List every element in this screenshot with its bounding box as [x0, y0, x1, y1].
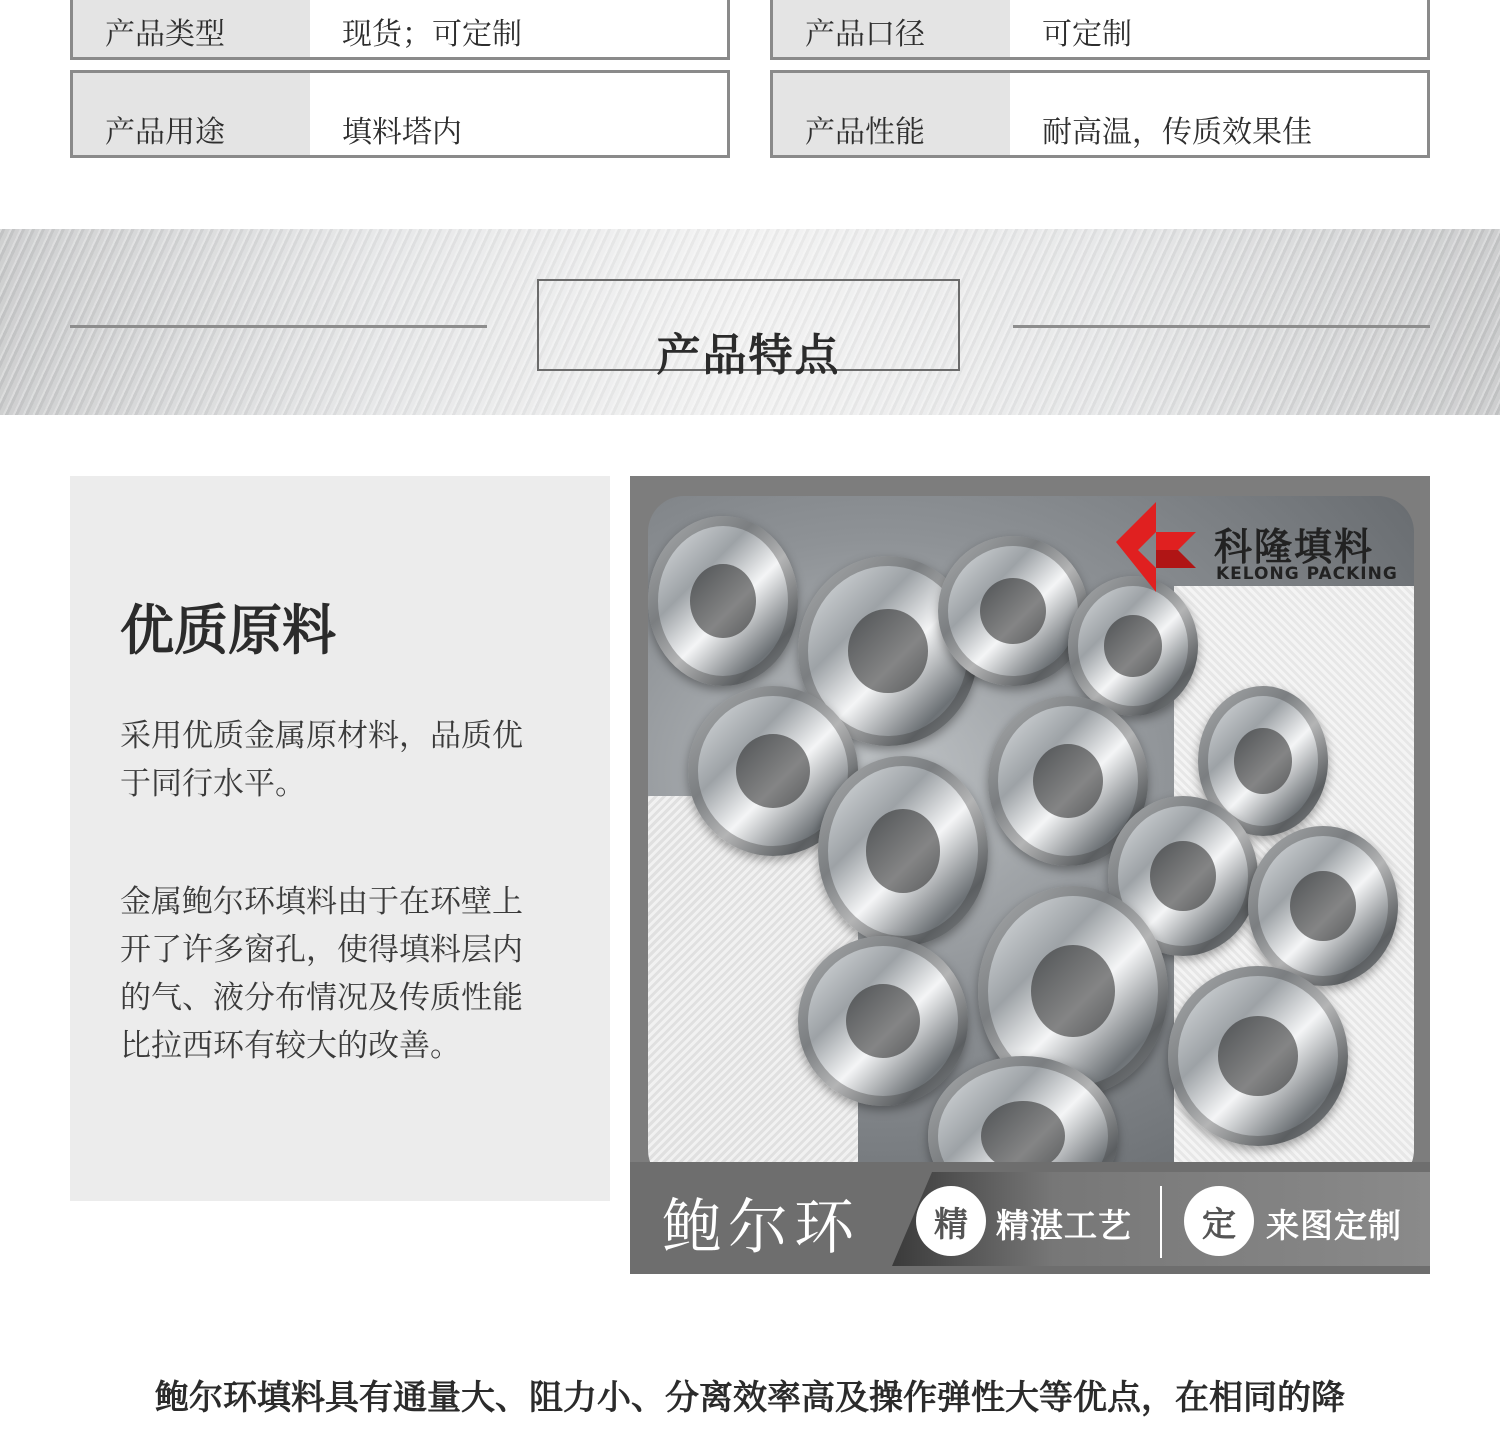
feature-card: [70, 476, 610, 1201]
spec-value-cell: [310, 73, 727, 155]
spec-key-label: 产品用途: [105, 115, 225, 150]
spec-value-label: 可定制: [1042, 17, 1132, 52]
rings-photo: [648, 496, 1414, 1186]
spec-key-cell: [773, 73, 1010, 155]
pall-ring: [1248, 826, 1398, 986]
logo-chinese: 科隆填料: [1214, 525, 1375, 569]
pall-ring: [798, 936, 968, 1106]
spec-row-caliber: [770, 0, 1430, 60]
spec-key-cell: [773, 0, 1010, 57]
pall-ring: [818, 756, 988, 946]
logo-mark-icon: [1108, 502, 1204, 592]
spec-row-usage: [70, 70, 730, 158]
spec-key-label: 产品性能: [805, 115, 925, 150]
spec-key-cell: [73, 0, 310, 57]
pall-ring: [1168, 966, 1348, 1146]
spec-row-type: [70, 0, 730, 60]
logo-english: KELONG PACKING: [1216, 564, 1398, 584]
spec-value-label: 现货；可定制: [342, 17, 522, 52]
caption-divider: [1160, 1186, 1162, 1258]
banner-divider-left: [70, 325, 487, 328]
spec-row-performance: [770, 70, 1430, 158]
spec-key-label: 产品类型: [105, 17, 225, 52]
banner-divider-right: [1013, 325, 1430, 328]
spec-value-label: 填料塔内: [342, 115, 462, 150]
product-name: 鲍尔环: [662, 1193, 860, 1263]
spec-value-cell: [310, 0, 727, 57]
pall-ring: [648, 516, 798, 686]
pall-ring: [938, 536, 1088, 686]
summary-text: 鲍尔环填料具有通量大、阻力小、分离效率高及操作弹性大等优点，在相同的降: [155, 1378, 1345, 1418]
spec-key-cell: [73, 73, 310, 155]
spec-value-cell: [1010, 0, 1427, 57]
section-banner: [0, 229, 1500, 415]
feature-paragraph: 金属鲍尔环填料由于在环壁上开了许多窗孔，使得填料层内的气、液分布情况及传质性能比拉西环有较大的改善。: [120, 884, 523, 1064]
craft-badge: 精: [916, 1186, 986, 1256]
craft-label: 精湛工艺: [996, 1206, 1132, 1245]
custom-badge: 定: [1184, 1186, 1254, 1256]
spec-value-cell: [1010, 73, 1427, 155]
brand-logo: [1108, 502, 1414, 592]
spec-key-label: 产品口径: [805, 17, 925, 52]
section-title: 产品特点: [656, 330, 841, 381]
feature-paragraph: 采用优质金属原材料，品质优于同行水平。: [120, 718, 523, 802]
banner-title-frame: [537, 279, 960, 381]
product-photo: [630, 476, 1430, 1274]
feature-title: 优质原料: [120, 599, 336, 662]
custom-label: 来图定制: [1266, 1206, 1402, 1245]
spec-value-label: 耐高温，传质效果佳: [1042, 115, 1312, 150]
pall-ring: [1068, 576, 1198, 716]
photo-caption-bar: [630, 1162, 1430, 1274]
